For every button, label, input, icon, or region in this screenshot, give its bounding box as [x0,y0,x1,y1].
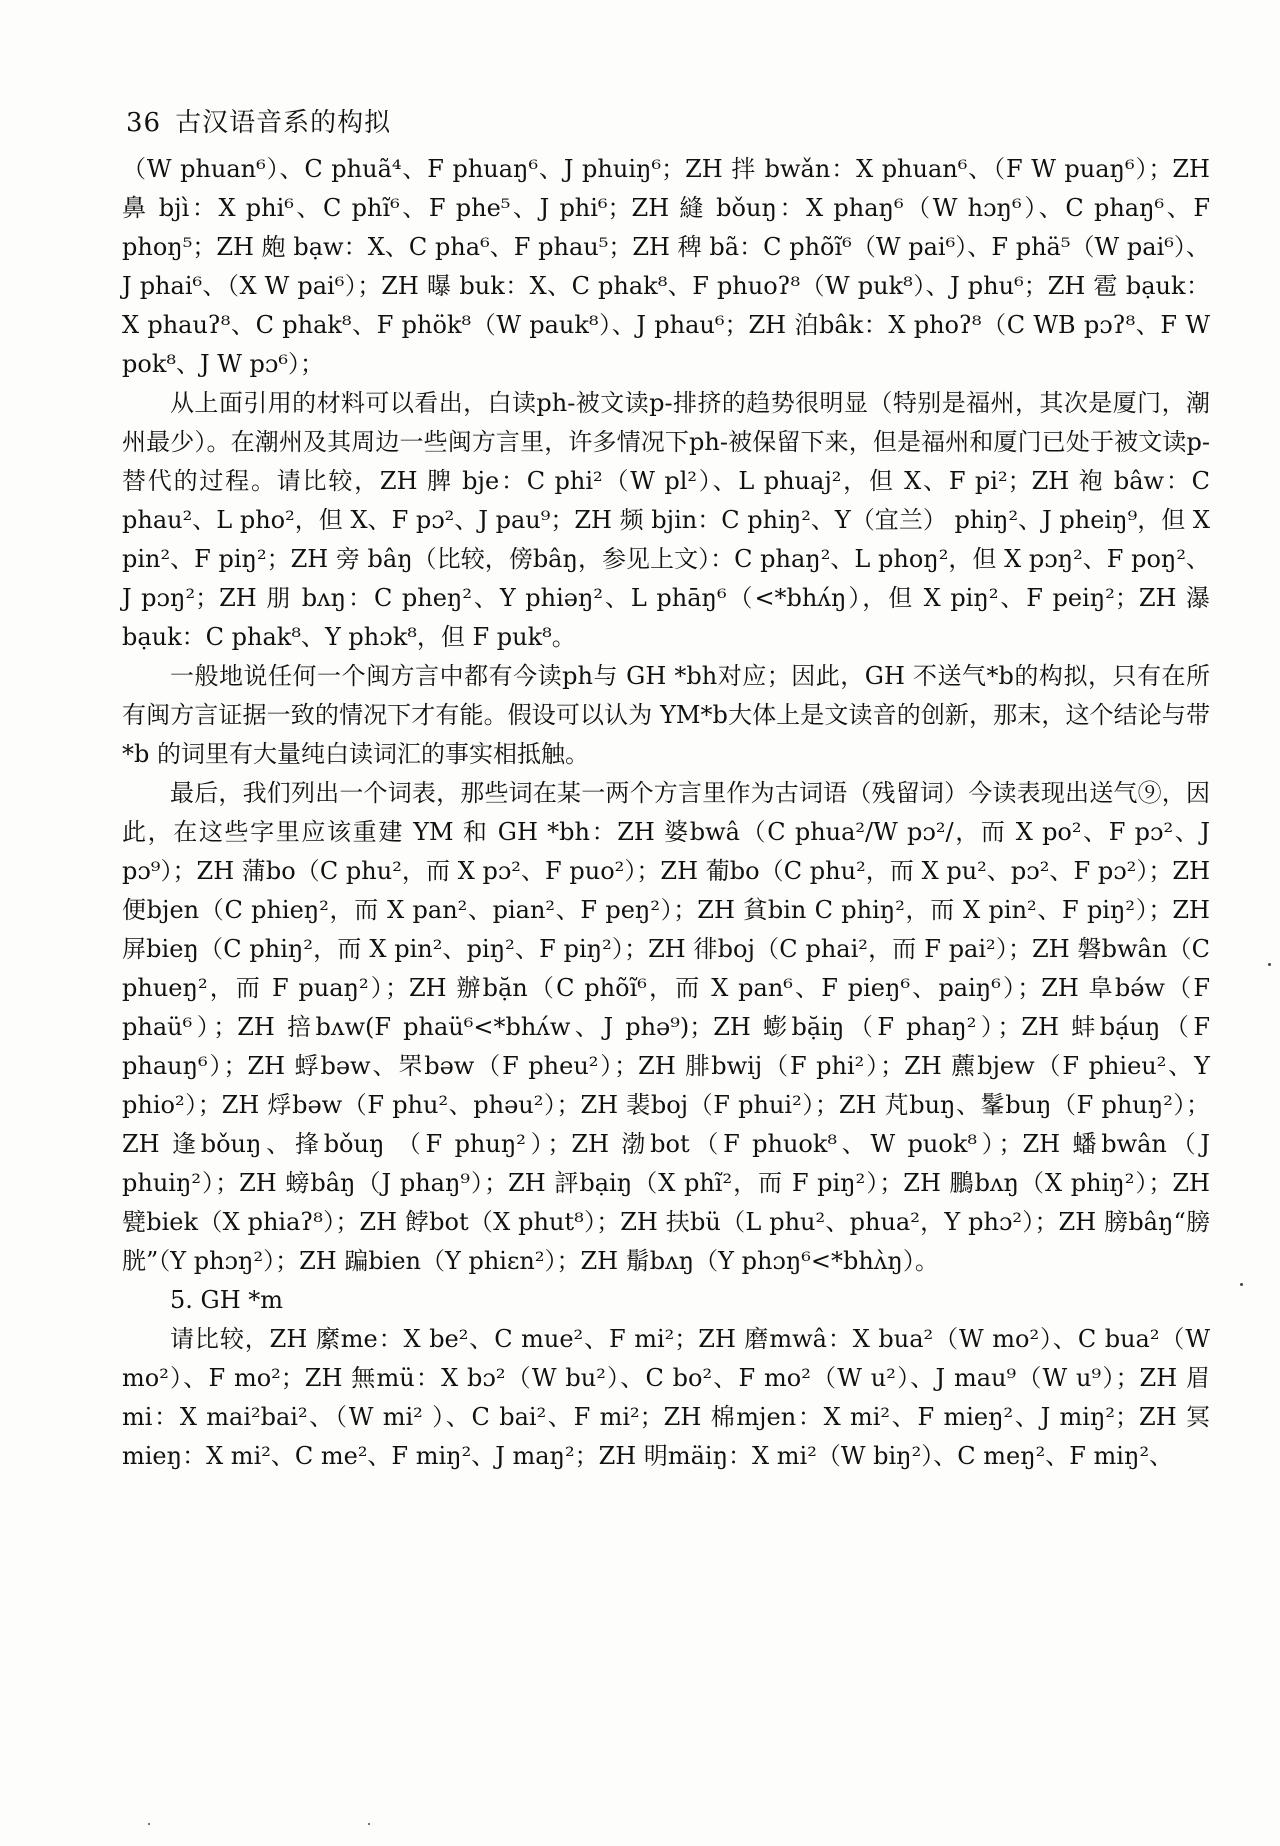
paragraph: 请比较，ZH 縻me：X be²、C mue²、F mi²；ZH 磨mwâ：X bua²（W mo²）、C bua²（W mo²）、F mo²；ZH 無mü：X bɔ²（W bu²）、C bo²、F mo²（W u²）、J mau⁹（W u⁹）；ZH 眉mi：X mai²bai²、（W mi² ）、C bai²、F mi²；ZH 棉mjen：X mi²、F mieŋ²、J miŋ²；ZH 冥mieŋ：X mi²、C me²、F miŋ²、J maŋ²；ZH 明mäiŋ：X mi²（W biŋ²）、C meŋ²、F miŋ²、 [122,1325,1210,1470]
paragraph-continued: （W phuan⁶）、C phuã⁴、F phuaŋ⁶、J phuiŋ⁶；ZH 拌 bwǎn：X phuan⁶、（F W puaŋ⁶）；ZH 鼻 bjì：X phi⁶、C phĩ⁶、F phe⁵、J phi⁶；ZH 縫 bǒuŋ：X phaŋ⁶（W hɔŋ⁶）、C phaŋ⁶、F phoŋ⁵；ZH 皰 bạw：X、C pha⁶、F phau⁵；ZH 稗 bã：C phõĩ⁶（W pai⁶）、F phä⁵（W pai⁶）、J phai⁶、（X W pai⁶）；ZH 曝 buk：X、C phak⁸、F phuoʔ⁸（W puk⁸）、J phu⁶；ZH 雹 bạuk：X phauʔ⁸、C phak⁸、F phök⁸（W pauk⁸）、J phau⁶；ZH 泊bâk：X phoʔ⁸（C WB pɔʔ⁸、F W pok⁸、J W pɔ⁶）； [122,155,1210,378]
section-heading: 5. GH *m [170,1286,284,1314]
scan-speck [148,1823,150,1825]
paragraph: 从上面引用的材料可以看出，白读ph-被文读p-排挤的趋势很明显（特别是福州，其次是厦门，潮州最少）。在潮州及其周边一些闽方言里，许多情况下ph-被保留下来，但是福州和厦门已处于被文读p-替代的过程。请比较，ZH 脾 bje：C phi²（W pl²）、L phuaj²，但 X、F pi²；ZH 袍 bâw：C phau²、L pho²，但 X、F pɔ²、J pau⁹；ZH 频 bjin：C phiŋ²、Y（宜兰） phiŋ²、J pheiŋ⁹，但 X pin²、F piŋ²；ZH 旁 bâŋ（比较，傍bâŋ，参见上文）：C phaŋ²、L phoŋ²，但 X pɔŋ²、F poŋ²、J pɔŋ²；ZH 朋 bʌŋ：C pheŋ²、Y phiəŋ²、L phāŋ⁶（<*bhʌ́ŋ），但 X piŋ²、F peiŋ²；ZH 瀑 bạuk：C phak⁸、Y phɔk⁸，但 F puk⁸。 [122,389,1210,651]
running-header [126,102,391,139]
scan-speck [1268,963,1271,966]
scan-speck [368,1823,370,1825]
running-title: 古汉语音系的构拟 [175,108,392,138]
main-text [122,150,1210,1476]
paragraph: 一般地说任何一个闽方言中都有今读ph与 GH *bh对应；因此，GH 不送气*b的构拟，只有在所有闽方言证据一致的情况下才有能。假设可以认为 YM*b大体上是文读音的创新，那末，这个结论与带*b 的词里有大量纯白读词汇的事实相抵触。 [122,662,1210,768]
page-number: 36 [126,108,162,138]
scan-speck [1240,1283,1243,1286]
paragraph: 最后，我们列出一个词表，那些词在某一两个方言里作为古词语（残留词）今读表现出送气⑨，因此，在这些字里应该重建 YM 和 GH *bh：ZH 婆bwâ（C phua²/W pɔ²/，而 X po²、F pɔ²、J pɔ⁹）；ZH 蒲bo（C phu²，而 X pɔ²、F puo²）；ZH 葡bo（C phu²，而 X pu²、pɔ²、F pɔ²）；ZH 便bjen（C phieŋ²，而 X pan²、pian²、F peŋ²）；ZH 貧bin C phiŋ²，而 X pin²、F piŋ²）；ZH 屏bieŋ（C phiŋ²，而 X pin²、piŋ²、F piŋ²）；ZH 徘boj（C phai²，而 F pai²）；ZH 磐bwân（C phueŋ²，而 F puaŋ²）；ZH 辦bặn（C phõĩ⁶，而 X pan⁶、F pieŋ⁶、paiŋ⁶）；ZH 阜bə́w（F phaü⁶）；ZH 掊bʌw(F phaü⁶<*bhʌ́w、J phə⁹)；ZH 蟛bặiŋ（F phaŋ²）；ZH 蚌bạ́uŋ（F phauŋ⁶）；ZH 蜉bəw、罘bəw（F pheu²）；ZH 腓bwij（F phi²）；ZH 藨bjew（F phieu²、Y phio²）；ZH 烰bəw（F phu²、phəu²）；ZH 裴boj（F phui²）；ZH 芃buŋ、髼buŋ（F phuŋ²）；ZH 逢bǒuŋ、捀bǒuŋ （F phuŋ²）；ZH 渤bot（F phuok⁸、W puok⁸）；ZH 蟠bwân（J phuiŋ²）；ZH 螃bâŋ（J phaŋ⁹）；ZH 評bạiŋ（X phĩ²，而 F piŋ²）；ZH 鵬bʌŋ（X phiŋ²）；ZH 甓biek（X phiaʔ⁸）；ZH 餑bot（X phut⁸）；ZH 扶bü（L phu²、phua²，Y phɔ²）；ZH 膀bâŋ“膀胱”（Y phɔŋ²）；ZH 蹁bien（Y phiɛn²）；ZH 鬅bʌŋ（Y phɔŋ⁶<*bhʌ̀ŋ）。 [122,779,1210,1275]
